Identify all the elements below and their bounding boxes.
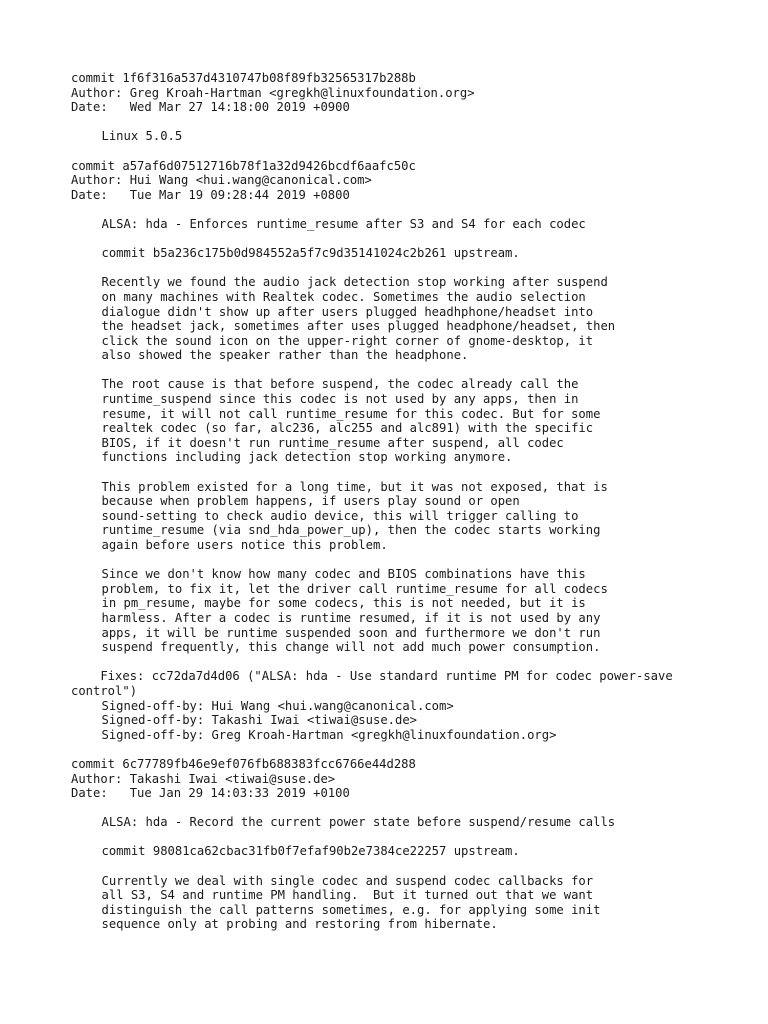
message-line: The root cause is that before suspend, the codec already call the	[101, 377, 579, 392]
commit-hash: commit 6c77789fb46e9ef076fb688383fcc6766e44d288	[71, 756, 416, 771]
message-line: realtek codec (so far, alc236, alc255 and alc891) with the specific	[101, 421, 594, 436]
message-line: harmless. After a codec is runtime resumed, if it is not used by any	[101, 610, 601, 625]
blank-line	[71, 553, 761, 568]
message-line: problem, to fix it, let the driver call runtime_resume for all codecs	[101, 581, 608, 596]
commit-entry	[71, 159, 761, 743]
commit-message-paragraph	[71, 275, 761, 363]
message-line: distinguish the call patterns sometimes, e.g. for applying some init	[101, 902, 601, 917]
message-line: click the sound icon on the upper-right corner of gnome-desktop, it	[101, 333, 594, 348]
commit-author: Author: Greg Kroah-Hartman <gregkh@linuxfoundation.org>	[71, 85, 475, 100]
message-line: ALSA: hda - Record the current power state before suspend/resume calls	[101, 815, 616, 830]
commit-hash: commit 1f6f316a537d4310747b08f89fb32565317b288b	[71, 71, 416, 85]
message-line: also showed the speaker rather than the headphone.	[101, 348, 469, 363]
message-line: resume, it will not call runtime_resume for this codec. But for some	[101, 406, 601, 421]
fixes-line: control")	[71, 683, 138, 698]
message-line: the headset jack, sometimes after uses plugged headphone/headset, then	[101, 319, 616, 334]
message-line: BIOS, if it doesn't run runtime_resume after suspend, all codec	[101, 435, 564, 450]
message-line: Currently we deal with single codec and suspend codec callbacks for	[101, 873, 594, 888]
blank-line	[71, 655, 761, 670]
commit-hash: commit a57af6d07512716b78f1a32d9426bcdf6aafc50c	[71, 158, 416, 173]
blank-line	[71, 202, 761, 217]
message-line: runtime_suspend since this codec is not used by any apps, then in	[101, 392, 579, 407]
message-line: functions including jack detection stop working anymore.	[101, 450, 513, 465]
message-line: apps, it will be runtime suspended soon and furthermore we don't run	[101, 625, 601, 640]
message-line: because when problem happens, if users play sound or open	[101, 494, 520, 509]
commit-date: Date: Tue Jan 29 14:03:33 2019 +0100	[71, 786, 350, 801]
blank-line	[71, 830, 761, 845]
signoff-line: Signed-off-by: Hui Wang <hui.wang@canonical.com>	[101, 698, 454, 713]
message-line: in pm_resume, maybe for some codecs, this is not needed, but it is	[101, 596, 586, 611]
message-line: commit b5a236c175b0d984552a5f7c9d35141024c2b261 upstream.	[101, 246, 520, 261]
message-line: all S3, S4 and runtime PM handling. But it turned out that we want	[101, 888, 594, 903]
blank-line	[71, 465, 761, 480]
message-line: sequence only at probing and restoring from hibernate.	[101, 917, 498, 932]
message-line: again before users notice this problem.	[101, 538, 388, 552]
commit-message-paragraph	[71, 844, 761, 859]
commit-date: Date: Wed Mar 27 14:18:00 2019 +0900	[71, 100, 350, 115]
commit-message-paragraph	[71, 874, 761, 932]
commit-message-paragraph	[71, 567, 761, 655]
commit-entry	[71, 757, 761, 932]
message-line: sound-setting to check audio device, this will trigger calling to	[101, 508, 579, 523]
commit-log	[71, 71, 761, 932]
blank-line	[71, 261, 761, 276]
message-line: suspend frequently, this change will not add much power consumption.	[101, 640, 601, 655]
message-line: ALSA: hda - Enforces runtime_resume after S3 and S4 for each codec	[101, 216, 586, 231]
commit-author: Author: Hui Wang <hui.wang@canonical.com>	[71, 173, 372, 188]
blank-line	[71, 232, 761, 247]
message-line: on many machines with Realtek codec. Sometimes the audio selection	[101, 289, 586, 304]
blank-line	[71, 363, 761, 378]
commit-subject	[71, 217, 761, 232]
blank-line	[71, 742, 761, 757]
message-line: runtime_resume (via snd_hda_power_up), then the codec starts working	[101, 523, 601, 538]
blank-line	[71, 801, 761, 816]
message-line: Linux 5.0.5	[101, 129, 183, 144]
blank-line	[71, 859, 761, 874]
commit-author: Author: Takashi Iwai <tiwai@suse.de>	[71, 771, 336, 786]
commit-message-paragraph	[71, 246, 761, 261]
blank-line	[71, 144, 761, 159]
fixes-line: Fixes: cc72da7d4d06 ("ALSA: hda - Use standard runtime PM for codec power-save	[71, 669, 673, 684]
commit-subject	[71, 129, 761, 144]
message-line: commit 98081ca62cbac31fb0f7efaf90b2e7384ce22257 upstream.	[101, 844, 520, 859]
commit-entry	[71, 71, 761, 144]
blank-line	[71, 115, 761, 130]
message-line: Recently we found the audio jack detection stop working after suspend	[101, 275, 608, 290]
commit-date: Date: Tue Mar 19 09:28:44 2019 +0800	[71, 187, 350, 202]
message-line: dialogue didn't show up after users plugged headhphone/headset into	[101, 304, 594, 319]
commit-subject	[71, 815, 761, 830]
message-line: Since we don't know how many codec and BIOS combinations have this	[101, 567, 586, 582]
commit-message-paragraph	[71, 480, 761, 553]
signoff-line: Signed-off-by: Takashi Iwai <tiwai@suse.de>	[101, 713, 418, 728]
commit-message-paragraph	[71, 377, 761, 465]
signoff-line: Signed-off-by: Greg Kroah-Hartman <gregkh@linuxfoundation.org>	[101, 727, 557, 742]
message-line: This problem existed for a long time, but it was not exposed, that is	[101, 479, 608, 494]
